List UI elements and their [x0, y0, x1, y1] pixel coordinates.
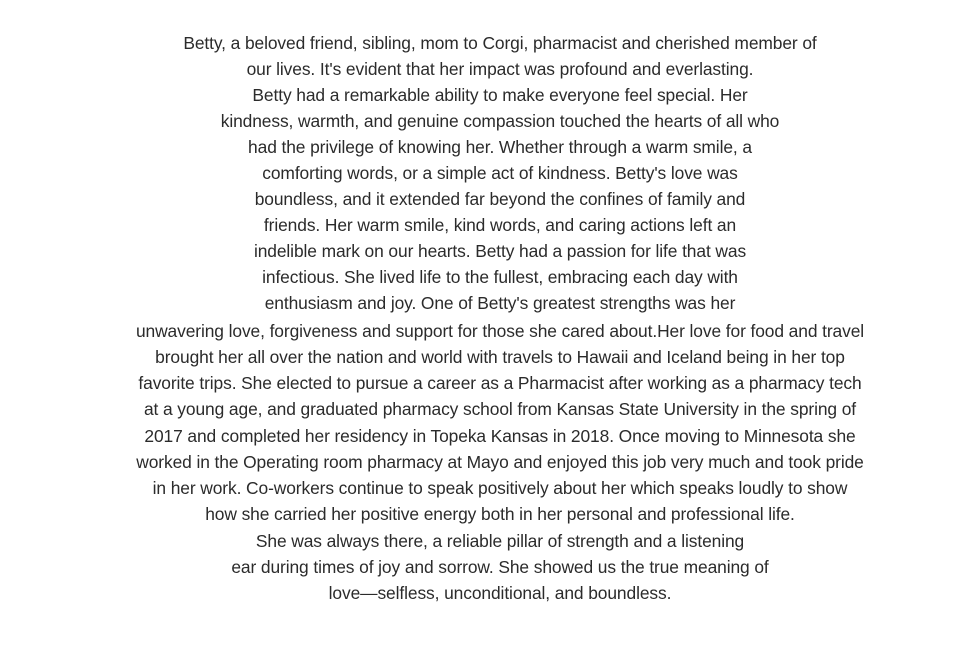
text-line: had the privilege of knowing her. Whether through a warm smile, a	[248, 137, 752, 157]
text-line: comforting words, or a simple act of kindness. Betty's love was	[262, 163, 738, 183]
text-line: love—selfless, unconditional, and boundless.	[328, 583, 672, 603]
text-line: ear during times of joy and sorrow. She showed us the true meaning of	[231, 557, 769, 577]
text-line: in her work. Co-workers continue to speak positively about her which speaks loudly to show	[152, 478, 848, 498]
text-line: She was always there, a reliable pillar of strength and a listening	[255, 531, 745, 551]
text-line: favorite trips. She elected to pursue a career as a Pharmacist after working as a pharmacy tech	[138, 373, 862, 393]
text-line: our lives. It's evident that her impact was profound and everlasting.	[246, 59, 754, 79]
text-line: how she carried her positive energy both in her personal and professional life.	[205, 504, 795, 524]
text-line: infectious. She lived life to the fullest, embracing each day with	[262, 267, 738, 287]
text-line: 2017 and completed her residency in Topeka Kansas in 2018. Once moving to Minnesota she	[144, 426, 856, 446]
text-line: Betty, a beloved friend, sibling, mom to Corgi, pharmacist and cherished member of	[183, 33, 817, 53]
text-line: Betty had a remarkable ability to make everyone feel special. Her	[252, 85, 748, 105]
text-line: indelible mark on our hearts. Betty had a passion for life that was	[253, 241, 747, 261]
text-line: friends. Her warm smile, kind words, and caring actions left an	[263, 215, 737, 235]
text-line: kindness, warmth, and genuine compassion touched the hearts of all who	[220, 111, 780, 131]
text-line: brought her all over the nation and world with travels to Hawaii and Iceland being in her top	[155, 347, 845, 367]
text-line: enthusiasm and joy. One of Betty's greatest strengths was her	[264, 293, 736, 313]
text-line: at a young age, and graduated pharmacy school from Kansas State University in the spring of	[143, 399, 857, 419]
text-line: worked in the Operating room pharmacy at Mayo and enjoyed this job very much and took pride	[136, 452, 864, 472]
text-line: boundless, and it extended far beyond the confines of family and	[254, 189, 746, 209]
text-line: unwavering love, forgiveness and support for those she cared about.Her love for food and travel	[135, 321, 865, 341]
